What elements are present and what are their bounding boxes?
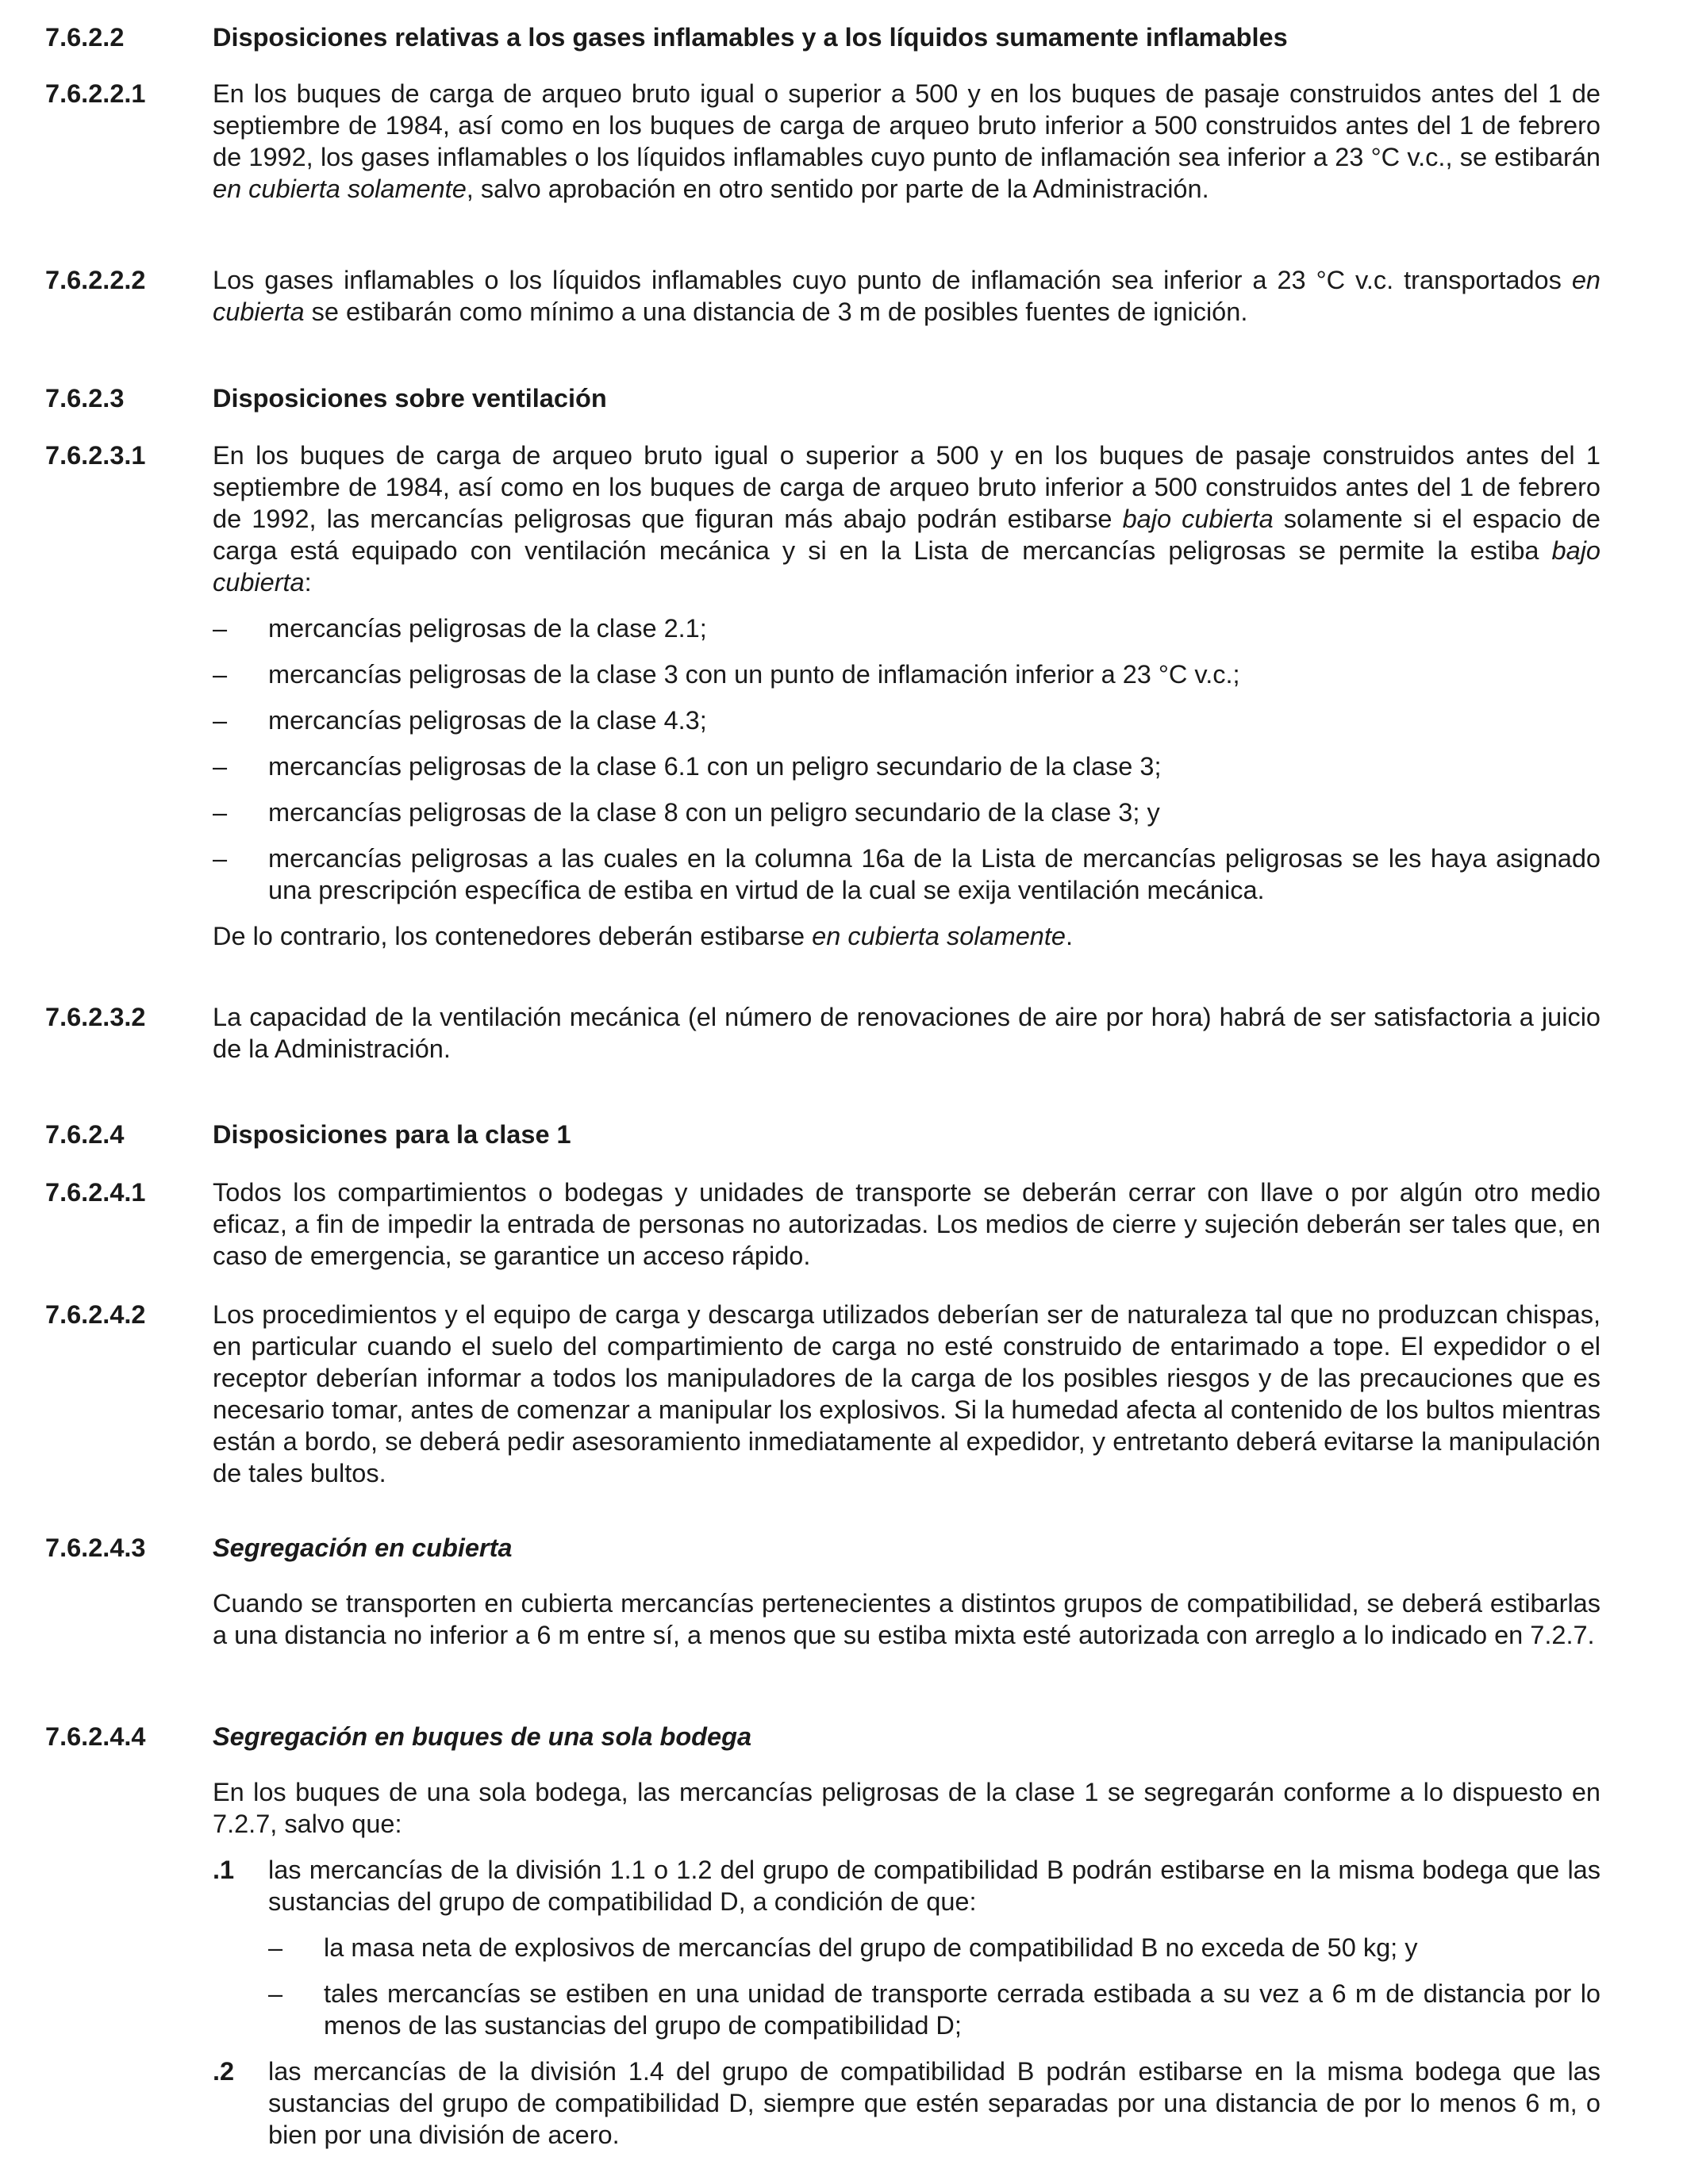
section-number: 7.6.2.4: [45, 1120, 125, 1149]
subsection-body: [213, 1532, 1601, 1651]
section-number: 7.6.2.3.1: [45, 441, 146, 470]
list-item: [213, 796, 1601, 828]
item-marker: .1: [213, 1856, 235, 1884]
section-number: 7.6.2.2.1: [45, 79, 146, 108]
list-item: [268, 1932, 1601, 1963]
paragraph: [213, 78, 1601, 205]
dash-marker: –: [213, 706, 228, 735]
section-7-6-2-2-2: [45, 264, 1601, 328]
section-number: 7.6.2.4.1: [45, 1178, 146, 1207]
list-item-text: mercancías peligrosas de la clase 4.3;: [268, 706, 707, 735]
section-number: 7.6.2.3.2: [45, 1003, 146, 1031]
emphasis-text: en cubierta solamente: [213, 175, 467, 203]
subsection-title: Segregación en buques de una sola bodega: [213, 1722, 752, 1751]
paragraph-text: En los buques de carga de arqueo bruto igual o superior a 500 y en los buques de pasaje construidos antes del 1 de septiembre de 1984, así como en los buques de carga de arqueo bruto inferior a 500 construidos antes del 1 de febrero de 1992, los gases inflamables o los líquidos inflamables cuyo punto de inflamación sea inferior a 23 °C v.c., se estibarán: [213, 79, 1601, 171]
section-number: 7.6.2.4.4: [45, 1722, 146, 1751]
paragraph-text: .: [1065, 922, 1073, 950]
numbered-list: [213, 1854, 1601, 2151]
section-title: Disposiciones para la clase 1: [213, 1120, 571, 1149]
paragraph: La capacidad de la ventilación mecánica (el número de renovaciones de aire por hora) habrá de ser satisfactoria a juicio de la Administración.: [213, 1003, 1601, 1063]
section-7-6-2-4-3: [45, 1532, 1601, 1651]
section-title: Disposiciones relativas a los gases inflamables y a los líquidos sumamente inflamables: [213, 23, 1288, 52]
paragraph-text: De lo contrario, los contenedores deberán estibarse: [213, 922, 813, 950]
list-item: [213, 612, 1601, 644]
list-item: [268, 1978, 1601, 2041]
dash-marker: –: [213, 614, 228, 643]
section-7-6-2-4-2: [45, 1299, 1601, 1489]
dash-marker: –: [268, 1979, 283, 2008]
dash-marker: –: [268, 1933, 283, 1962]
paragraph-text: Los gases inflamables o los líquidos inflamables cuyo punto de inflamación sea inferior a 23 °C v.c. transportados: [213, 266, 1572, 294]
section-7-6-2-4: [45, 1119, 1569, 1150]
list-item: [213, 658, 1601, 690]
paragraph-text: se estibarán como mínimo a una distancia de 3 m de posibles fuentes de ignición.: [304, 297, 1248, 326]
paragraph: [213, 439, 1601, 952]
list-item-text: mercancías peligrosas de la clase 8 con un peligro secundario de la clase 3; y: [268, 798, 1160, 827]
section-7-6-2-3: [45, 382, 1569, 414]
section-7-6-2-3-1: [45, 439, 1601, 952]
section-7-6-2-3-2: [45, 1001, 1601, 1065]
item-marker: .2: [213, 2057, 235, 2086]
list-item-text: mercancías peligrosas a las cuales en la columna 16a de la Lista de mercancías peligrosas se les haya asignado una prescripción específica de estiba en virtud de la cual se exija ventilación mecánica.: [268, 844, 1601, 904]
paragraph-text: solamente si el espacio de carga está equipado con ventilación mecánica y si en la Lista de mercancías peligrosas se permite la estiba: [213, 505, 1601, 565]
section-7-6-2-4-4: [45, 1721, 1601, 2151]
section-7-6-2-2-1: [45, 78, 1601, 205]
paragraph-text: :: [304, 568, 312, 597]
list-item: [213, 750, 1601, 782]
paragraph-text: , salvo aprobación en otro sentido por parte de la Administración.: [466, 175, 1209, 203]
list-item: [213, 704, 1601, 736]
list-item-text: mercancías peligrosas de la clase 6.1 con un peligro secundario de la clase 3;: [268, 752, 1162, 781]
section-7-6-2-2: [45, 21, 1569, 53]
list-item: [213, 1854, 1601, 2041]
list-item-text: las mercancías de la división 1.4 del grupo de compatibilidad B podrán estibarse en la misma bodega que las sustancias del grupo de compatibilidad D, siempre que estén separadas por una distancia de por lo menos 6 m, o bien por una división de acero.: [268, 2057, 1601, 2149]
list-item-text: la masa neta de explosivos de mercancías del grupo de compatibilidad B no exceda de 50 kg; y: [324, 1933, 1418, 1962]
paragraph: Cuando se transporten en cubierta mercancías pertenecientes a distintos grupos de compatibilidad, se deberá estibarlas a una distancia no inferior a 6 m entre sí, a menos que su estiba mixta esté autorizada con arreglo a lo indicado en 7.2.7.: [213, 1589, 1601, 1649]
dash-marker: –: [213, 752, 228, 781]
paragraph-text: En los buques de carga de arqueo bruto igual o superior a 500 y en los buques de pasaje construidos antes del 1 septiembre de 1984, así como en los buques de carga de arqueo bruto inferior a 500 construidos antes del 1 de febrero de 1992, las mercancías peligrosas que figuran más abajo podrán estibarse: [213, 441, 1601, 533]
emphasis-text: en cubierta solamente: [812, 922, 1066, 950]
dash-marker: –: [213, 660, 228, 689]
list-item-text: tales mercancías se estiben en una unidad de transporte cerrada estibada a su vez a 6 m de distancia por lo menos de las sustancias del grupo de compatibilidad D;: [324, 1979, 1601, 2040]
list-item-text: mercancías peligrosas de la clase 2.1;: [268, 614, 707, 643]
section-number: 7.6.2.4.3: [45, 1533, 146, 1562]
list-item: [213, 843, 1601, 906]
section-number: 7.6.2.3: [45, 384, 125, 413]
list-item: [213, 2055, 1601, 2151]
dash-marker: –: [213, 798, 228, 827]
subsection-title: Segregación en cubierta: [213, 1533, 513, 1562]
section-7-6-2-4-1: [45, 1176, 1601, 1272]
section-number: 7.6.2.2.2: [45, 266, 146, 294]
emphasis-text: en cubierta: [213, 266, 1601, 326]
dash-marker: –: [213, 844, 228, 873]
paragraph: Todos los compartimientos o bodegas y unidades de transporte se deberán cerrar con llave o por algún otro medio eficaz, a fin de impedir la entrada de personas no autorizadas. Los medios de cierre y sujeción deberán ser tales que, en caso de emergencia, se garantice un acceso rápido.: [213, 1178, 1601, 1270]
paragraph: Los procedimientos y el equipo de carga y descarga utilizados deberían ser de naturaleza tal que no produzcan chispas, en particular cuando el suelo del compartimiento de carga no esté construido de entarimado a tope. El expedidor o el receptor deberían informar a todos los manipuladores de la carga de los posibles riesgos y de las precauciones que es necesario tomar, antes de comenzar a manipular los explosivos. Si la humedad afecta al contenido de los bultos mientras están a bordo, se deberá pedir asesoramiento inmediatamente al expedidor, y entretanto deberá evitarse la manipulación de tales bultos.: [213, 1300, 1601, 1487]
emphasis-text: bajo cubierta: [213, 536, 1601, 597]
section-number: 7.6.2.2: [45, 23, 125, 52]
emphasis-text: bajo cubierta: [1122, 505, 1274, 533]
list-item-text: mercancías peligrosas de la clase 3 con un punto de inflamación inferior a 23 °C v.c.;: [268, 660, 1240, 689]
paragraph: En los buques de una sola bodega, las mercancías peligrosas de la clase 1 se segregarán conforme a lo dispuesto en 7.2.7, salvo que:: [213, 1778, 1601, 1838]
section-title: Disposiciones sobre ventilación: [213, 384, 607, 413]
list-item-text: las mercancías de la división 1.1 o 1.2 del grupo de compatibilidad B podrán estibarse en la misma bodega que las sustancias del grupo de compatibilidad D, a condición de que:: [268, 1856, 1601, 1916]
dash-list: [268, 1932, 1601, 2041]
subsection-body: [213, 1721, 1601, 2151]
section-number: 7.6.2.4.2: [45, 1300, 146, 1329]
paragraph: [213, 264, 1601, 328]
dash-list: [213, 612, 1601, 906]
